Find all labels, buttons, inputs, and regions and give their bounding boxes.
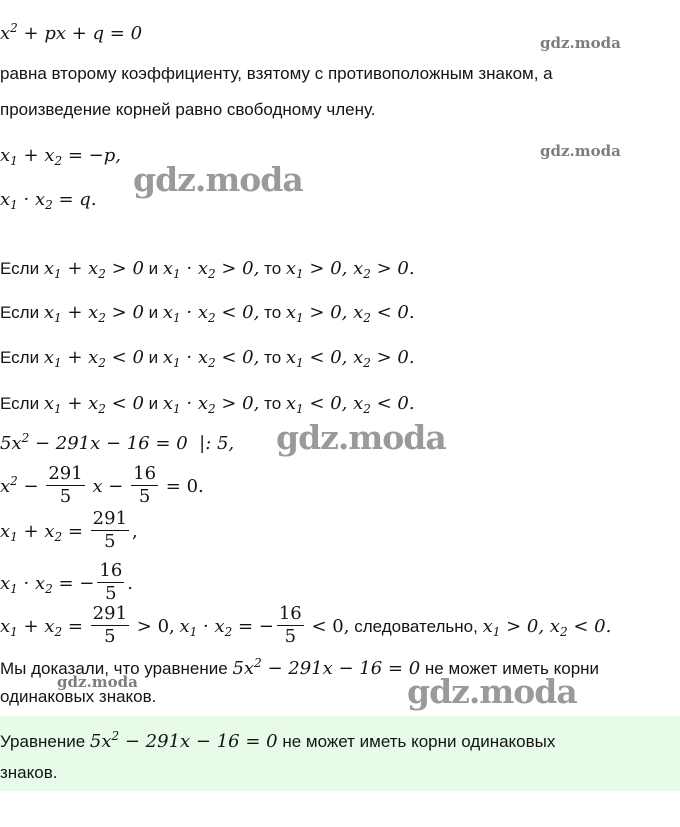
answer-line-2: знаков.: [0, 763, 58, 782]
equation-divide: $5x^2 - 291x - 16 = 0$ |: 5,: [0, 431, 235, 454]
rule-2: Если $x_1 + x_2 > 0$ и $x_1 \cdot x_2 < 0$, то $x_1 > 0$, $x_2 < 0$.: [0, 302, 415, 325]
fraction-16-5: $\frac{16}{5}$: [278, 603, 302, 647]
fraction-16-5: $\frac{16}{5}$: [133, 463, 157, 507]
fraction-16-5: $\frac{16}{5}$: [99, 560, 123, 604]
watermark-small: gdz.moda: [540, 34, 621, 52]
watermark-small: gdz.moda: [57, 673, 138, 691]
quadratic-formula: $x^2$ + px + q = 0: [0, 21, 143, 44]
fraction-291-5: $\frac{291}{5}$: [92, 508, 128, 552]
answer-box: [0, 716, 680, 791]
paragraph-line-1: равна второму коэффициенту, взятому с противоположным знаком, а: [0, 64, 553, 83]
vieta-sum: $x_1 + x_2 = -p$,: [0, 145, 121, 168]
rule-3: Если $x_1 + x_2 < 0$ и $x_1 \cdot x_2 < 0$, то $x_1 < 0$, $x_2 > 0$.: [0, 347, 415, 370]
fraction-291-5: $\frac{291}{5}$: [48, 463, 83, 507]
fraction-291-5: $\frac{291}{5}$: [92, 603, 128, 647]
watermark-large: gdz.moda: [133, 160, 303, 199]
watermark-large: gdz.moda: [276, 418, 446, 457]
paragraph-line-2: произведение корней равно свободному члену.: [0, 100, 376, 119]
sum-of-roots: $x_1 + x_2$ = $\frac{291}{5}$ ,: [0, 508, 138, 552]
rule-4: Если $x_1 + x_2 < 0$ и $x_1 \cdot x_2 > 0$, то $x_1 < 0$, $x_2 < 0$.: [0, 393, 415, 416]
answer-line-1: Уравнение $5x^2 - 291x - 16 = 0$ не может иметь корни одинаковых: [0, 729, 556, 752]
rule-1: Если $x_1 + x_2 > 0$ и $x_1 \cdot x_2 > 0$, то $x_1 > 0$, $x_2 > 0$.: [0, 258, 415, 281]
reduced-equation: $x^2$ − $\frac{291}{5}$ x − $\frac{16}{5}$ = 0.: [0, 463, 204, 507]
watermark-large: gdz.moda: [407, 672, 577, 711]
proof-line-2: одинаковых знаков.: [0, 687, 157, 706]
product-of-roots: $x_1 \cdot x_2$ = − $\frac{16}{5}$ .: [0, 560, 134, 604]
conclusion-line: $x_1 + x_2$ = $\frac{291}{5}$ > 0, $x_1 \cdot x_2$ = − $\frac{16}{5}$ < 0, следовательно, $x_1 > 0$, $x_2 < 0$.: [0, 603, 612, 647]
watermark-small: gdz.moda: [540, 142, 621, 160]
proof-line-1: Мы доказали, что уравнение $5x^2 - 291x - 16 = 0$ не может иметь корни: [0, 656, 600, 679]
vieta-product: $x_1 \cdot x_2 = q$.: [0, 189, 97, 212]
